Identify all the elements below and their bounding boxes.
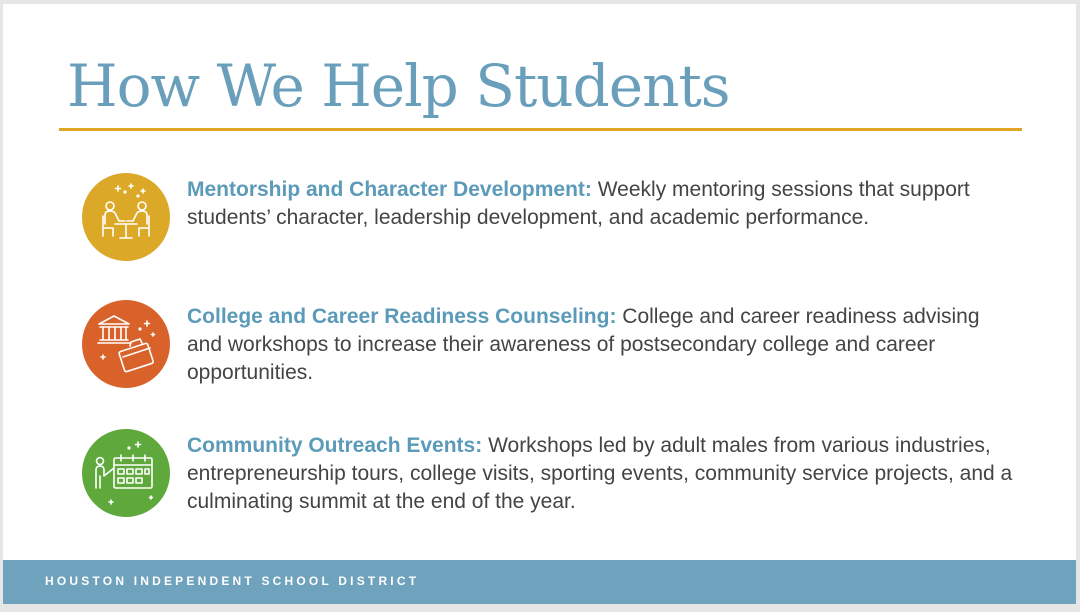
service-heading: Community Outreach Events: (187, 434, 483, 457)
events-calendar-icon (81, 428, 171, 518)
service-item-community-outreach (81, 426, 1041, 526)
service-heading: Mentorship and Character Development: (187, 178, 592, 201)
title-divider (59, 128, 1022, 131)
college-career-icon (81, 299, 171, 389)
mentoring-icon (81, 172, 171, 262)
district-name: HOUSTON INDEPENDENT SCHOOL DISTRICT (45, 574, 420, 588)
service-body: College and career readiness advising and workshops to increase their awareness of postsecondary college and career opportunities. (187, 305, 980, 384)
service-item-mentorship (81, 170, 1041, 270)
service-heading: College and Career Readiness Counseling: (187, 305, 617, 328)
service-item-college-career (81, 297, 1041, 397)
service-body: Workshops led by adult males from various industries, entrepreneurship tours, college visits, sporting events, community service projects, and a culminating summit at the end of the year. (187, 434, 1013, 513)
footer-band (3, 560, 1076, 604)
slide-title: How We Help Students (67, 52, 730, 120)
service-body: Weekly mentoring sessions that support students’ character, leadership development, and academic performance. (187, 178, 970, 229)
service-description (187, 432, 1017, 516)
presentation-slide (3, 4, 1076, 604)
service-description (187, 176, 1017, 232)
service-description (187, 303, 1017, 387)
